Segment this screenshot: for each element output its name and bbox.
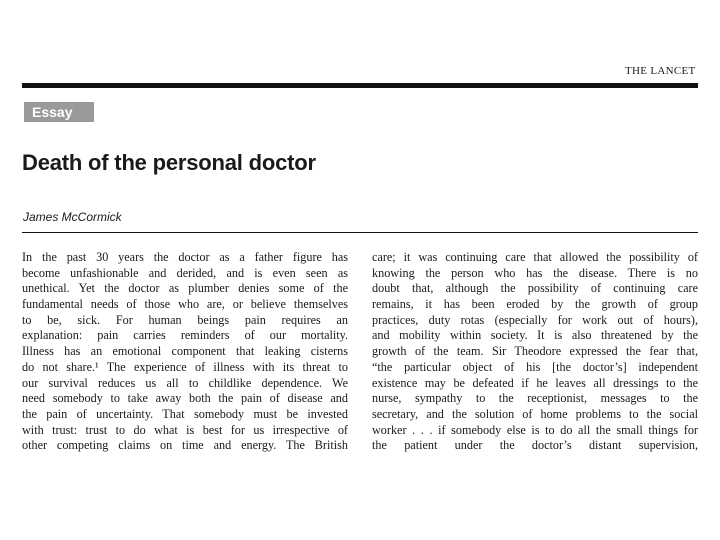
body-line: become unfashionable and derided, and is even seen as [22, 265, 348, 280]
body-line: our survival reduces us all to childlike dependence. We [22, 375, 348, 390]
body-line: fundamental needs of those who are, or believe themselves [22, 297, 348, 312]
body-line: with trust: trust to do what is best for us irrespective of [22, 422, 348, 437]
section-label: Essay [24, 102, 94, 122]
body-line: doubt that, although the possibility of continuing care [372, 281, 698, 296]
body-line: need somebody to take away both the pain of disease and [22, 391, 348, 406]
byline-rule [22, 232, 698, 233]
body-line: worker . . . if somebody else is to do all the small things for [372, 422, 698, 437]
body-line: explanation: pain carries reminders of our mortality. [22, 328, 348, 343]
journal-masthead: THE LANCET [625, 65, 696, 77]
body-column-right [372, 250, 698, 454]
body-line: unethical. Yet the doctor as plumber denies some of the [22, 281, 348, 296]
body-line: growth of the team. Sir Theodore expressed the fear that, [372, 344, 698, 359]
body-column-left [22, 250, 348, 454]
body-line: care; it was continuing care that allowed the possibility of [372, 250, 698, 264]
body-line: Illness has an emotional component that leaking cisterns [22, 344, 348, 359]
article-title: Death of the personal doctor [22, 150, 316, 175]
article-author: James McCormick [23, 210, 122, 224]
body-line: remains, it has been eroded by the growth of group [372, 297, 698, 312]
body-line: “the particular object of his [the doctor’s] independent [372, 359, 698, 374]
body-line: do not share.¹ The experience of illness with its threat to [22, 359, 348, 374]
body-line: other competing claims on time and energy. The British [22, 438, 348, 453]
body-line: nurse, sympathy to the receptionist, messages to the [372, 391, 698, 406]
body-line: the patient under the doctor’s distant supervision, [372, 438, 698, 453]
body-line: to be, sick. For human beings pain requires an [22, 312, 348, 327]
body-line: practices, duty rotas (especially for work out of hours), [372, 312, 698, 327]
body-line: the pain of uncertainty. That somebody must be invested [22, 406, 348, 421]
body-line: In the past 30 years the doctor as a father figure has [22, 250, 348, 264]
header-rule [22, 83, 698, 88]
body-line: knowing the person who has the disease. There is no [372, 265, 698, 280]
body-line: and mobility within society. It is also threatened by the [372, 328, 698, 343]
body-line: secretary, and the solution of home problems to the social [372, 406, 698, 421]
body-line: existence may be defeated if he leaves all dressings to the [372, 375, 698, 390]
